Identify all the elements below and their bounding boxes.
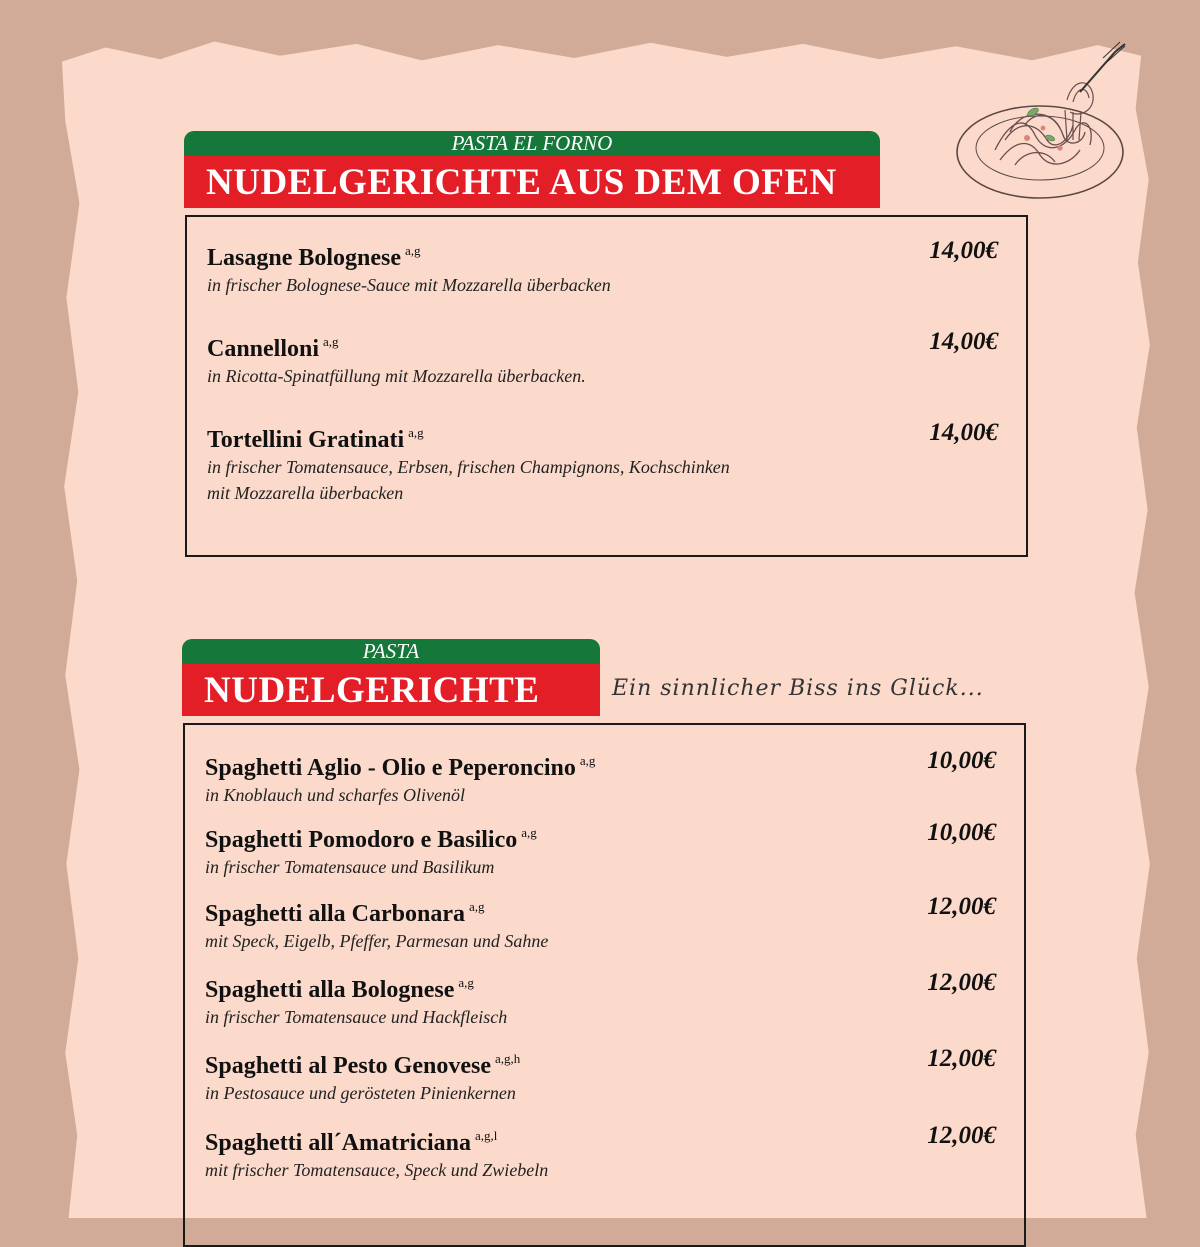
menu-item [207,328,998,389]
item-description: in frischer Tomatensauce und Basilikum [205,857,495,877]
item-allergens: a,g [405,243,421,258]
menu-item [205,1045,996,1106]
item-allergens: a,g [469,899,485,914]
item-price: 10,00€ [927,819,996,846]
item-allergens: a,g [408,425,424,440]
item-price: 14,00€ [929,419,998,446]
section2-menu-box [183,723,1026,1247]
section2-title: NUDELGERICHTE [182,664,600,716]
item-name: Spaghetti al Pesto Genovese [205,1053,491,1079]
section2-header [182,639,600,716]
item-allergens: a,g [521,825,537,840]
item-description: in Knoblauch und scharfes Olivenöl [205,785,465,805]
item-price: 14,00€ [929,328,998,355]
section2-tagline: Ein sinnlicher Biss ins Glück... [612,676,984,701]
item-description: mit frischer Tomatensauce, Speck und Zwiebeln [205,1160,549,1180]
pasta-plate-icon [955,40,1145,205]
item-description-line2: mit Mozzarella überbacken [207,483,404,503]
item-description: in frischer Tomatensauce, Erbsen, frischen Champignons, Kochschinken [207,457,730,477]
item-name: Spaghetti all´Amatriciana [205,1130,471,1156]
menu-item [205,747,996,808]
item-description: in Pestosauce und gerösteten Pinienkernen [205,1083,516,1103]
menu-item [205,893,996,954]
item-name: Spaghetti alla Bolognese [205,977,455,1003]
item-name: Spaghetti Pomodoro e Basilico [205,827,518,853]
item-price: 12,00€ [927,969,996,996]
menu-item [205,1122,996,1183]
item-allergens: a,g [458,975,474,990]
item-description: in frischer Bolognese-Sauce mit Mozzarella überbacken [207,275,611,295]
item-allergens: a,g [579,753,596,768]
menu-item [205,819,996,880]
item-price: 12,00€ [927,1045,996,1072]
item-price: 12,00€ [927,1122,996,1149]
section1-subtitle: PASTA EL FORNO [184,131,880,156]
section2-subtitle: PASTA [182,639,600,664]
item-price: 14,00€ [929,237,998,264]
menu-item [207,419,998,506]
menu-item [205,969,996,1030]
item-name: Cannelloni [207,336,320,362]
item-allergens: a,g [323,334,339,349]
item-name: Spaghetti Aglio - Olio e Peperoncino [205,755,576,781]
item-allergens: a,g,h [494,1051,521,1066]
item-description: mit Speck, Eigelb, Pfeffer, Parmesan und Sahne [205,931,549,951]
item-description: in Ricotta-Spinatfüllung mit Mozzarella überbacken. [207,366,586,386]
item-price: 10,00€ [927,747,996,774]
item-description: in frischer Tomatensauce und Hackfleisch [205,1007,508,1027]
item-name: Tortellini Gratinati [207,427,405,453]
menu-item [207,237,998,298]
item-price: 12,00€ [927,893,996,920]
section1-menu-box [185,215,1028,557]
item-name: Spaghetti alla Carbonara [205,901,466,927]
section1-title: NUDELGERICHTE AUS DEM OFEN [184,156,880,208]
item-name: Lasagne Bolognese [207,245,402,271]
section1-header [184,131,880,208]
item-allergens: a,g,l [474,1128,498,1143]
